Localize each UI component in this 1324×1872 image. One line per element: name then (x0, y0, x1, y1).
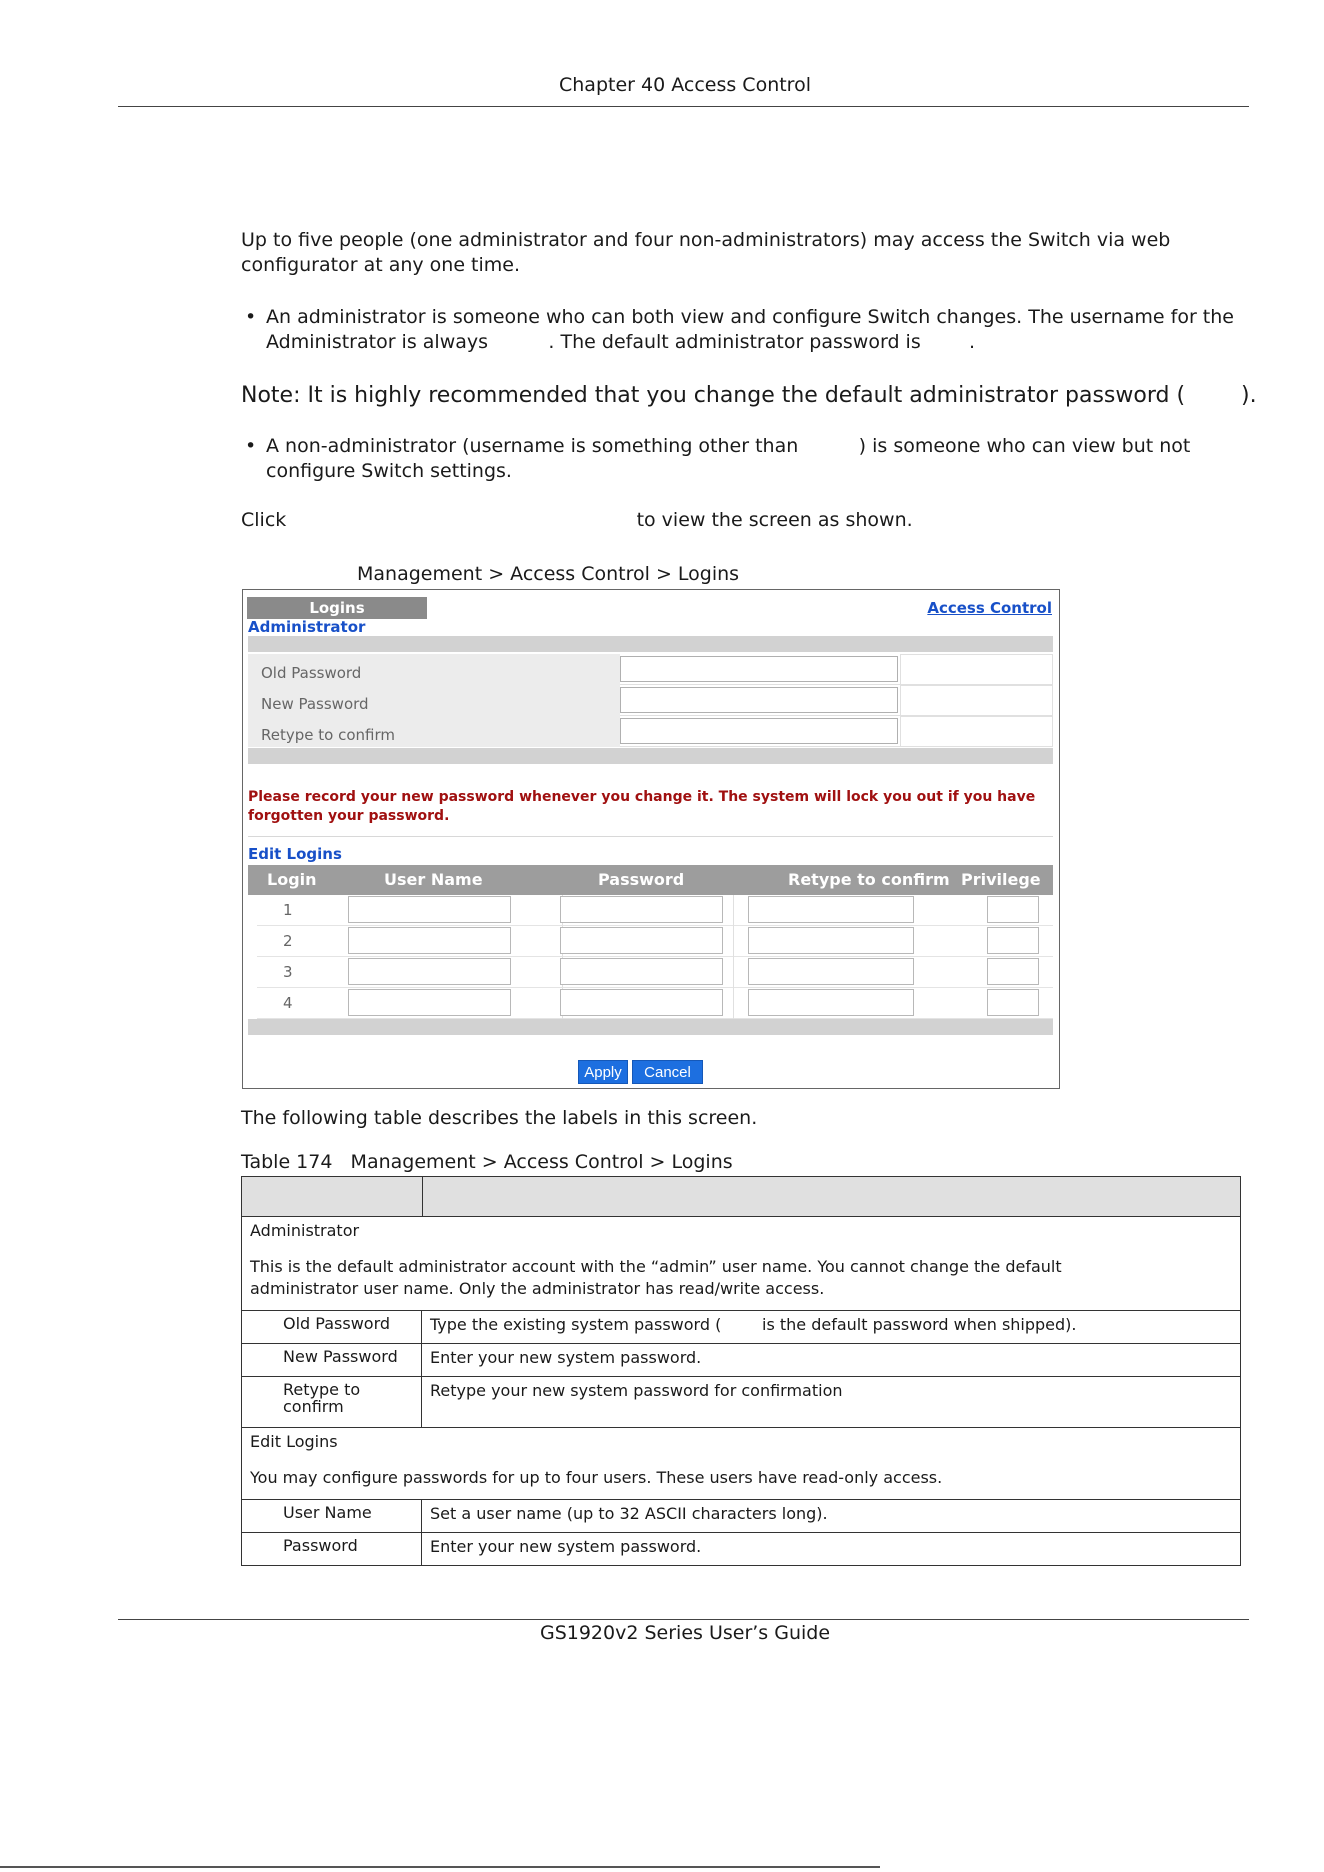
chapter-header: Chapter 40 Access Control (559, 74, 811, 96)
row-label: Password (242, 1533, 422, 1565)
grey-bar (248, 748, 1053, 764)
description-row (242, 1533, 1240, 1566)
login-number: 3 (283, 963, 293, 981)
bullet-line: A non-administrator (username is something other than ) is someone who can view but not (266, 435, 1191, 457)
cancel-button[interactable]: Cancel (632, 1060, 703, 1084)
intro-line: Up to five people (one administrator and four non-administrators) may access the Switch via web (241, 229, 1171, 251)
password-row (248, 654, 1053, 685)
divider (248, 836, 1053, 837)
login-row (257, 988, 1053, 1019)
warning-line: Please record your new password whenever you change it. The system will lock you out if you have (248, 789, 1036, 805)
footer-guide-title: GS1920v2 Series User’s Guide (539, 1622, 831, 1644)
edit-logins-group-row (242, 1428, 1240, 1500)
bullet-line: An administrator is someone who can both view and configure Switch changes. The username for the (266, 306, 1234, 328)
column-user-name: User Name (384, 870, 483, 889)
password-row (248, 716, 1053, 747)
bullet-non-administrator (245, 434, 1190, 484)
password-table (248, 654, 1053, 747)
old-password-label: Old Password (248, 654, 620, 685)
retype-password-label: Retype to confirm (248, 716, 620, 747)
table-caption: Table 174 Management > Access Control > Logins (241, 1151, 733, 1173)
user-name-input[interactable] (348, 958, 511, 985)
column-retype-confirm: Retype to confirm (788, 870, 950, 889)
description-row (242, 1377, 1240, 1428)
description-table (241, 1176, 1241, 1566)
footer-rule (118, 1619, 1249, 1620)
intro-line: configurator at any one time. (241, 254, 521, 276)
row-label: User Name (242, 1500, 422, 1532)
bullet-line: configure Switch settings. (266, 460, 512, 482)
cell-divider (733, 895, 734, 926)
bullet-glyph: • (245, 435, 257, 457)
screen-title: Logins (247, 597, 427, 619)
user-name-input[interactable] (348, 927, 511, 954)
description-row (242, 1311, 1240, 1344)
row-label: New Password (242, 1344, 422, 1376)
warning-line: forgotten your password. (248, 808, 450, 824)
row-description: Type the existing system password ( is the default password when shipped). (430, 1315, 1077, 1334)
administrator-section-title: Administrator (248, 618, 366, 636)
header-rule (118, 106, 1249, 107)
retype-input[interactable] (748, 958, 914, 985)
column-privilege: Privilege (961, 870, 1041, 889)
login-row (257, 895, 1053, 926)
user-name-input[interactable] (348, 989, 511, 1016)
cell-divider (733, 988, 734, 1019)
access-control-link[interactable]: Access Control (927, 599, 1052, 617)
description-row (242, 1500, 1240, 1533)
grey-bar (248, 636, 1053, 652)
group-text: This is the default administrator account with the “admin” user name. You cannot change the default administrator user name. Only the administrator has read/write access. (250, 1257, 1062, 1298)
password-input[interactable] (560, 927, 723, 954)
group-heading: Edit Logins (250, 1432, 338, 1451)
user-name-input[interactable] (348, 896, 511, 923)
row-description: Retype your new system password for confirmation (430, 1381, 843, 1400)
bullet-glyph: • (245, 306, 257, 328)
edit-logins-header (248, 865, 1053, 895)
note-text: Note: It is highly recommended that you change the default administrator password ( ). (241, 383, 1257, 408)
row-tail (900, 654, 1053, 685)
login-row (257, 957, 1053, 988)
column-password: Password (598, 870, 685, 889)
password-row (248, 685, 1053, 716)
login-number: 2 (283, 932, 293, 950)
table-intro: The following table describes the labels in this screen. (241, 1107, 758, 1129)
privilege-input[interactable] (987, 896, 1039, 923)
retype-input[interactable] (748, 896, 914, 923)
row-tail (900, 685, 1053, 716)
privilege-input[interactable] (987, 958, 1039, 985)
group-heading: Administrator (250, 1221, 360, 1240)
cell-divider (733, 926, 734, 957)
new-password-label: New Password (248, 685, 620, 716)
click-instruction: Click to view the screen as shown. (241, 509, 913, 531)
retype-input[interactable] (748, 927, 914, 954)
bullet-administrator (245, 305, 1234, 355)
row-tail (900, 716, 1053, 747)
intro-paragraph (241, 228, 1170, 278)
login-row (257, 926, 1053, 957)
retype-password-input[interactable] (620, 718, 898, 744)
login-number: 1 (283, 901, 293, 919)
password-input[interactable] (560, 989, 723, 1016)
figure-caption: Management > Access Control > Logins (357, 563, 740, 585)
password-warning (248, 788, 1048, 826)
administrator-group-row (242, 1217, 1240, 1311)
row-label: Retype to confirm (242, 1377, 422, 1427)
old-password-input[interactable] (620, 656, 898, 682)
cell-divider (733, 957, 734, 988)
login-number: 4 (283, 994, 293, 1012)
grey-bar (248, 1019, 1053, 1035)
retype-input[interactable] (748, 989, 914, 1016)
logins-screen (242, 589, 1060, 1089)
row-description: Set a user name (up to 32 ASCII characters long). (430, 1504, 828, 1523)
description-row (242, 1344, 1240, 1377)
password-input[interactable] (560, 896, 723, 923)
privilege-input[interactable] (987, 927, 1039, 954)
bullet-line: Administrator is always . The default administrator password is . (266, 331, 976, 353)
row-description: Enter your new system password. (430, 1537, 702, 1556)
edit-logins-section-title: Edit Logins (248, 845, 342, 863)
table-header-row (242, 1177, 1240, 1217)
password-input[interactable] (560, 958, 723, 985)
privilege-input[interactable] (987, 989, 1039, 1016)
row-label: Old Password (242, 1311, 422, 1343)
row-description: Enter your new system password. (430, 1348, 702, 1367)
new-password-input[interactable] (620, 687, 898, 713)
group-text: You may configure passwords for up to four users. These users have read-only access. (250, 1468, 943, 1487)
column-login: Login (267, 870, 317, 889)
apply-button[interactable]: Apply (578, 1060, 628, 1084)
page-edge (0, 1866, 880, 1868)
